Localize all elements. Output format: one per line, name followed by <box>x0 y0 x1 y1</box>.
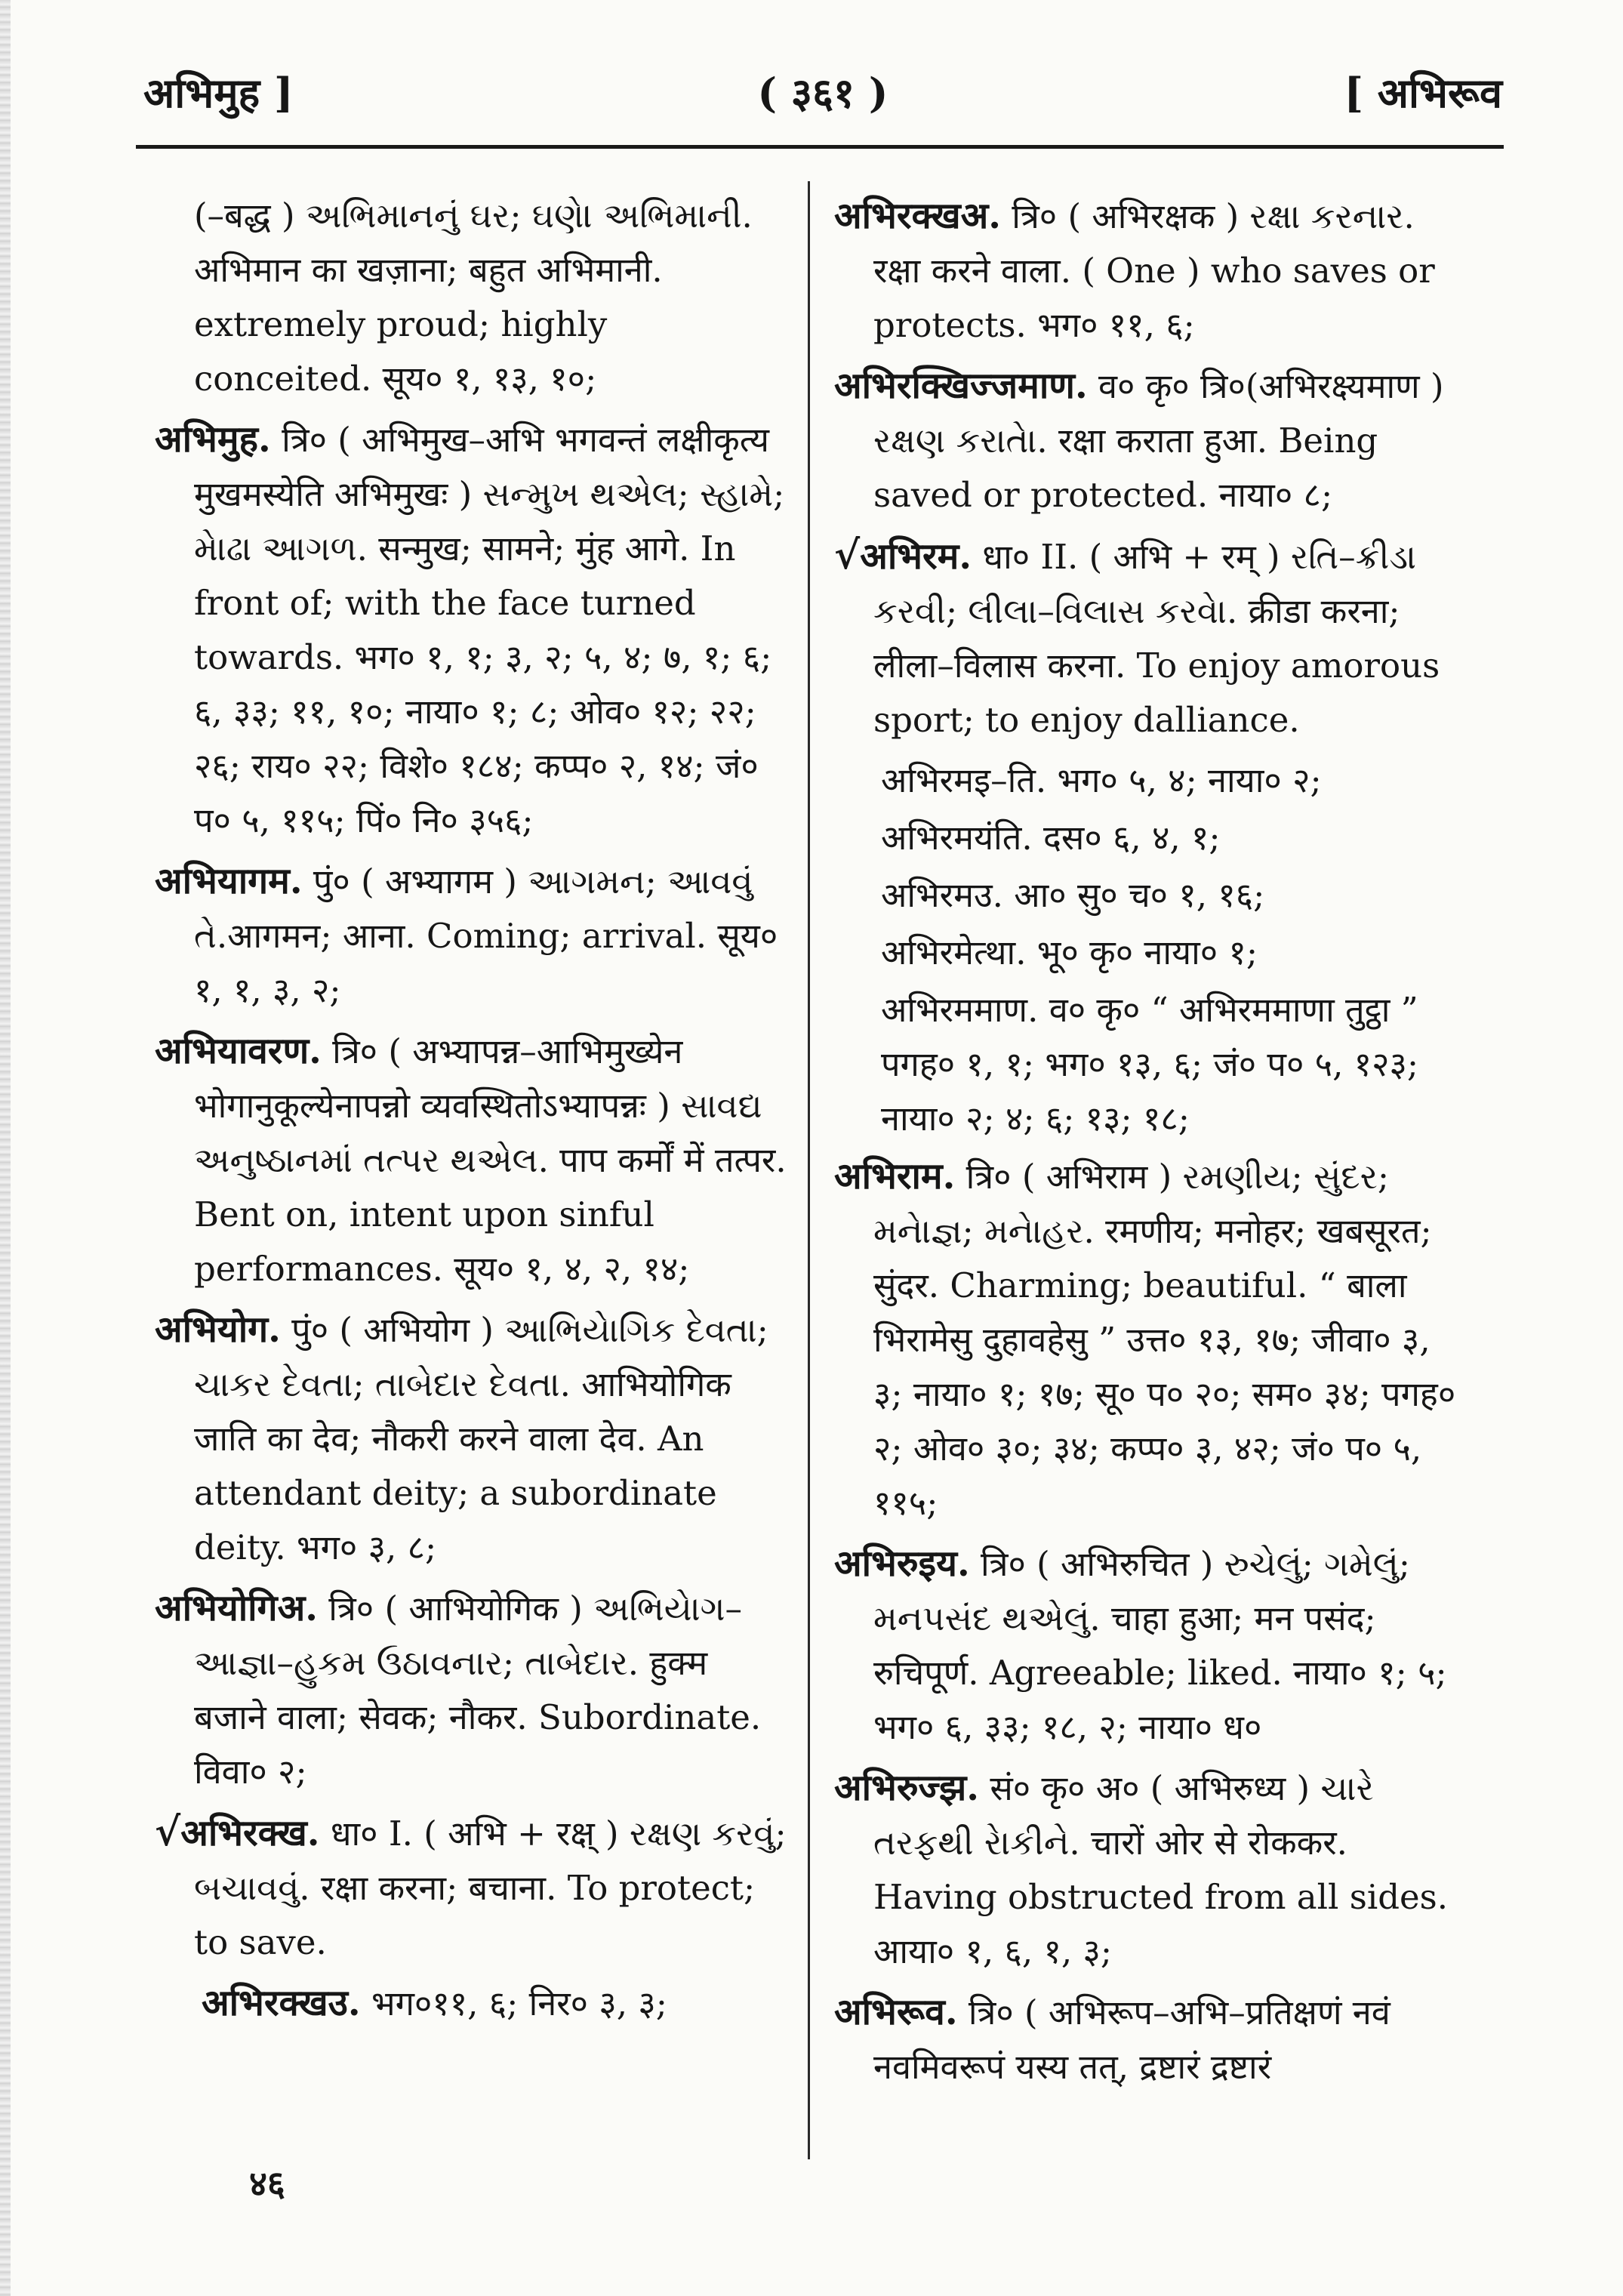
entry-definition: सं० कृ० अ० ( अभिरुध्य ) ચારે તરફથી રેાકીને. चारों ओर से रोककर. Having obstructed from all sides. आया० १, ६, १, ३; <box>873 1768 1449 1971</box>
entry-headword: अभिराम. <box>834 1155 956 1197</box>
dictionary-entry <box>834 1985 1468 2094</box>
dictionary-entry <box>834 983 1468 1146</box>
entry-headword: अभियोगिअ. <box>155 1587 318 1629</box>
dictionary-entry <box>834 1149 1468 1530</box>
entry-headword: अभिरक्खअ. <box>834 195 1001 237</box>
entry-definition: त्रि० ( अभ्यापन्न–आभिमुख्येन भोगानुकूल्येनापन्नो व्यवस्थितोऽभ्यापन्नः ) સાવદ્ય અનુષ્ઠાનમાં તત્પર થએલ. पाप कर्मों में तत्पर. Bent on, intent upon sinful performances. सूय० १, ४, २, १४; <box>194 1031 787 1289</box>
entry-definition: व० कृ० त्रि०(अभिरक्ष्यमाण ) રક્ષણ કરાતેા. रक्षा कराता हुआ. Being saved or protected. नाया० ८; <box>873 366 1444 515</box>
dictionary-entry <box>834 754 1468 808</box>
entry-definition: अभिरमइ–ति. भग० ५, ४; नाया० २; <box>881 760 1322 800</box>
dictionary-entry <box>155 1976 789 2031</box>
entry-headword: अभिरुइय. <box>834 1542 970 1585</box>
entry-definition: अभिरममाण. व० कृ० “ अभिरममाणा तुट्ठा ” पगह० १, १; भग० १३, ६; जं० प० ५, १२३; नाया० २; ४; ६; १३; १८; <box>881 990 1419 1139</box>
entry-headword: अभियावरण. <box>155 1030 322 1072</box>
entry-headword: अभिरक्खउ. <box>202 1982 361 2024</box>
dictionary-entry <box>155 189 789 406</box>
entry-headword: अभिमुह. <box>155 418 271 461</box>
entry-definition: अभिरमयंति. दस० ६, ४, १; <box>881 818 1221 858</box>
dictionary-entry <box>834 1761 1468 1979</box>
dictionary-entry <box>155 1302 789 1575</box>
entry-definition: अभिरमेत्था. भू० कृ० नाया० १; <box>881 932 1258 972</box>
entry-headword: अभिरूव. <box>834 1991 958 2033</box>
right-column <box>834 189 1468 2100</box>
entry-definition: त्रि० ( अभिमुख–अभि भगवन्तं लक्षीकृत्य मुखमस्येति अभिमुखः ) સન્મુખ થએલ; સ્હામે; મેાઢા આગળ. सन्मुख; सामने; मुंह आगे. In front of; with the face turned towards. भग० १, १; ३, २; ५, ४; ७, १; ६; ६, ३३; ११, १०; नाया० १; ८; ओव० १२; २२; २६; राय० २२; विशे० १८४; कप्प० २, १४; जं० प० ५, ११५; पिं० नि० ३५६; <box>194 420 785 840</box>
column-divider <box>808 181 810 2159</box>
page-edge <box>0 0 11 2296</box>
dictionary-entry <box>834 811 1468 865</box>
header-rule <box>136 145 1504 149</box>
entry-headword: अभियागम. <box>155 860 303 902</box>
dictionary-entry <box>834 926 1468 980</box>
entry-definition: त्रि० ( अभिराम ) રમણીય; સુંદર; મનેાજ્ઞ; મનેાહર. रमणीय; मनोहर; खबसूरत; सुंदर. Charming; beautiful. “ बाला भिरामेसु दुहावहेसु ” उत्त० १३, १७; जीवा० ३, ३; नाया० १; १७; सू० प० २०; सम० ३४; पगह० २; ओव० ३०; ३४; कप्प० ३, ४२; जं० प० ५, ११५; <box>873 1157 1456 1523</box>
header-page-number: ( ३६१ ) <box>757 69 888 117</box>
left-column <box>155 189 789 2034</box>
entry-definition: त्रि० ( अभिरूप–अभि–प्रतिक्षणं नवं नवमिवरूपं यस्य तत्, द्रष्टारं द्रष्टारं <box>873 1992 1390 2087</box>
entry-definition: त्रि० ( अभिरक्षक ) રક્ષા કરનાર. रक्षा करने वाला. ( One ) who saves or protects. भग० ११, ६; <box>873 196 1435 345</box>
entry-headword: अभिरक्ख. <box>180 1812 320 1854</box>
entry-definition: धा० II. ( अभि + रम् ) રતિ–ક્રીડા કરવી; લીલા–વિલાસ કરવેા. क्रीडा करना; लीला–विलास करना. To enjoy amorous sport; to enjoy dalliance. <box>873 537 1440 740</box>
dictionary-entry <box>834 1536 1468 1755</box>
dictionary-entry <box>155 412 789 848</box>
header-left-guide-word: अभिमुह ] <box>143 69 294 117</box>
dictionary-entry <box>834 529 1468 747</box>
entry-headword: अभिरम. <box>860 535 972 578</box>
entry-definition: पुं० ( अभ्यागम ) આગમન; આવવું તે.आगमन; आना. Coming; arrival. सूय० १, १, ३, २; <box>194 861 778 1010</box>
dictionary-entry <box>834 868 1468 923</box>
entry-headword: अभिरुज्झ. <box>834 1767 980 1809</box>
root-verb-mark: √ <box>155 1809 181 1855</box>
entry-definition: (–बद्ध ) અભિમાનનું ઘર; ઘણે। અભિમાની. अभिमान का खज़ाना; बहुत अभिमानी. extremely proud; highly conceited. सूय० १, १३, १०; <box>194 196 753 399</box>
entry-headword: अभियोग. <box>155 1308 281 1351</box>
page-header <box>143 45 1502 136</box>
footer-page-mark: ४६ <box>249 2163 285 2204</box>
dictionary-entry <box>155 854 789 1018</box>
dictionary-entry <box>834 189 1468 353</box>
header-right-guide-word: [ अभिरूव <box>1344 69 1502 117</box>
dictionary-entry <box>834 359 1468 522</box>
entry-definition: पुं० ( अभियोग ) આભિયેાગિક દેવતા; ચાકર દેવતા; તાબેદાર દેવતા. आभियोगिक जाति का देव; नौकरी करने वाला देव. An attendant deity; a subordinate deity. भग० ३, ८; <box>194 1310 768 1567</box>
dictionary-entry <box>155 1581 789 1799</box>
entry-headword: अभिरक्खिज्जमाण. <box>834 365 1088 407</box>
dictionary-entry <box>155 1024 789 1296</box>
entry-definition: अभिरमउ. आ० सु० च० १, १६; <box>881 875 1265 915</box>
entry-definition: भग०११, ६; निर० ३, ३; <box>360 1983 667 2023</box>
dictionary-entry <box>155 1805 789 1970</box>
entry-definition: धा० I. ( अभि + रक्ष् ) રક્ષણ કરવું; બચાવવું. रक्षा करना; बचाना. To protect; to save. <box>194 1814 787 1962</box>
root-verb-mark: √ <box>834 532 861 578</box>
entry-definition: त्रि० ( आभियोगिक ) અભિયેાગ–આજ્ઞા–હુકમ ઉઠાવનાર; તાબેદાર. हुक्म बजाने वाला; सेवक; नौकर. Subordinate. विवा० २; <box>194 1589 762 1792</box>
entry-definition: त्रि० ( अभिरुचित ) રુચેલું; ગમેલું; મનપસંદ થએલું. चाहा हुआ; मन पसंद; रुचिपूर्ण. Agreeable; liked. नाया० १; ५; भग० ६, ३३; १८, २; नाया० ध० <box>873 1544 1447 1747</box>
